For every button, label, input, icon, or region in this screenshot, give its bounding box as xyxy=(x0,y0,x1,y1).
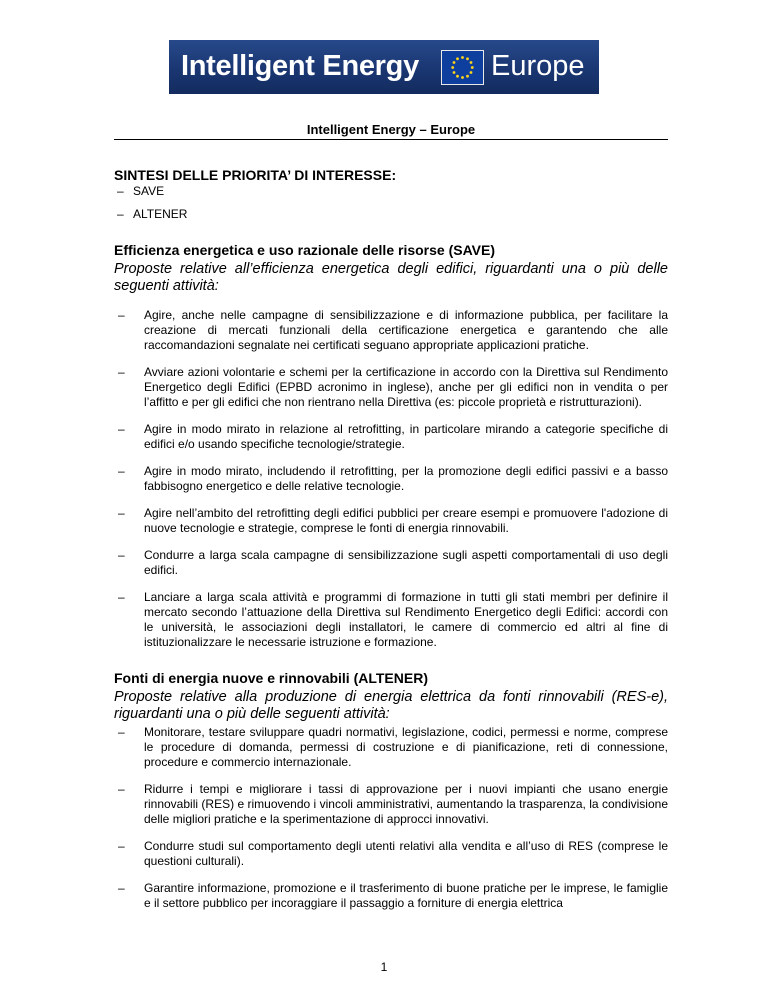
dash-bullet: – xyxy=(118,839,125,853)
summary-item-save: SAVE xyxy=(133,184,165,198)
altener-activities-list xyxy=(114,725,668,923)
list-item xyxy=(114,881,668,911)
list-item xyxy=(114,464,668,494)
dash-bullet: – xyxy=(118,308,125,322)
list-item xyxy=(114,308,668,353)
save-section-heading: Efficienza energetica e uso razionale delle risorse (SAVE) xyxy=(114,242,495,258)
dash-bullet: – xyxy=(118,365,125,379)
list-item xyxy=(114,548,668,578)
list-item-text: Ridurre i tempi e migliorare i tassi di approvazione per i nuovi impianti che usano energie rinnovabili (RES) e rimuovendo i vincoli amministrativi, aumentando la trasparenza, la condivisione delle migliori pratiche e la sperimentazione di approcci innovativi. xyxy=(144,782,668,826)
dash-bullet: – xyxy=(118,725,125,739)
list-item xyxy=(114,506,668,536)
dash-bullet: – xyxy=(118,506,125,520)
altener-section-heading: Fonti di energia nuove e rinnovabili (ALTENER) xyxy=(114,670,428,686)
dash-bullet: – xyxy=(118,422,125,436)
list-item-text: Condurre studi sul comportamento degli utenti relativi alla vendita e all’uso di RES (comprese le questioni culturali). xyxy=(144,839,668,868)
list-item-text: Avviare azioni volontarie e schemi per la certificazione in accordo con la Direttiva sul Rendimento Energetico degli Edifici (EPBD acronimo in inglese), anche per gli edifici non in vendita o per l’affitto e per gli edifici che non rientrano nella Direttiva (es: piccole proprietà e ristrutturazioni). xyxy=(144,365,668,409)
list-item-text: Agire in modo mirato, includendo il retrofitting, per la promozione degli edifici passivi e a basso fabbisogno energetico e delle relative tecnologie. xyxy=(144,464,668,493)
page-number: 1 xyxy=(380,960,388,974)
banner-region: Europe xyxy=(491,50,585,82)
list-item xyxy=(114,365,668,410)
list-item xyxy=(114,725,668,770)
list-item xyxy=(114,590,668,650)
list-item xyxy=(114,839,668,869)
altener-section-subheading: Proposte relative alla produzione di energia elettrica da fonti rinnovabili (RES-e), riguardanti una o più delle seguenti attività: xyxy=(114,689,668,722)
list-item-text: Monitorare, testare sviluppare quadri normativi, legislazione, codici, permessi e norme, comprese le procedure di domanda, permessi di costruzione e di pianificazione, reti di connessione, procedure e commercio internazionale. xyxy=(144,725,668,769)
list-item-text: Garantire informazione, promozione e il trasferimento di buone pratiche per le imprese, le famiglie e il settore pubblico per incoraggiare il passaggio a forniture di energia elettrica xyxy=(144,881,668,910)
dash-bullet: – xyxy=(118,590,125,604)
dash-bullet: – xyxy=(117,207,124,221)
eu-flag-icon xyxy=(441,50,484,85)
list-item-text: Lanciare a larga scala attività e programmi di formazione in tutti gli stati membri per definire il mercato secondo l’attuazione della Direttiva sul Rendimento Energetico degli Edifici: accordi con le università, le associazioni degli installatori, le camere di commercio ed altri al fine di istituzionalizzare le necessarie istruzione e formazione. xyxy=(144,590,668,649)
dash-bullet: – xyxy=(118,782,125,796)
summary-item-altener: ALTENER xyxy=(133,207,188,221)
summary-heading: SINTESI DELLE PRIORITA’ DI INTERESSE: xyxy=(114,167,397,183)
header-divider xyxy=(114,139,668,140)
list-item xyxy=(114,782,668,827)
dash-bullet: – xyxy=(118,881,125,895)
save-activities-list xyxy=(114,308,668,662)
save-section-subheading: Proposte relative all’efficienza energetica degli edifici, riguardanti una o più delle seguenti attività: xyxy=(114,261,668,294)
list-item-text: Condurre a larga scala campagne di sensibilizzazione sugli aspetti comportamentali di uso degli edifici. xyxy=(144,548,668,577)
summary-item xyxy=(117,184,164,199)
list-item-text: Agire, anche nelle campagne di sensibilizzazione e di informazione pubblica, per facilitare la creazione di mercati funzionali della certificazione energetica e garantendo che alle raccomandazioni segnalate nei certificati seguano appropriate applicazioni pratiche. xyxy=(144,308,668,352)
banner-title: Intelligent Energy xyxy=(181,50,419,82)
dash-bullet: – xyxy=(118,548,125,562)
dash-bullet: – xyxy=(117,184,124,198)
list-item-text: Agire nell’ambito del retrofitting degli edifici pubblici per creare esempi e promuovere l'adozione di nuove tecnologie e strategie, comprese le fonti di energia rinnovabili. xyxy=(144,506,668,535)
intelligent-energy-europe-banner xyxy=(169,40,599,94)
summary-item xyxy=(117,207,187,222)
document-header-title: Intelligent Energy – Europe xyxy=(306,122,476,137)
eu-stars-icon xyxy=(442,51,483,84)
list-item-text: Agire in modo mirato in relazione al retrofitting, in particolare mirando a categorie specifiche di edifici e/o usando specifiche tecnologie/strategie. xyxy=(144,422,668,451)
list-item xyxy=(114,422,668,452)
dash-bullet: – xyxy=(118,464,125,478)
